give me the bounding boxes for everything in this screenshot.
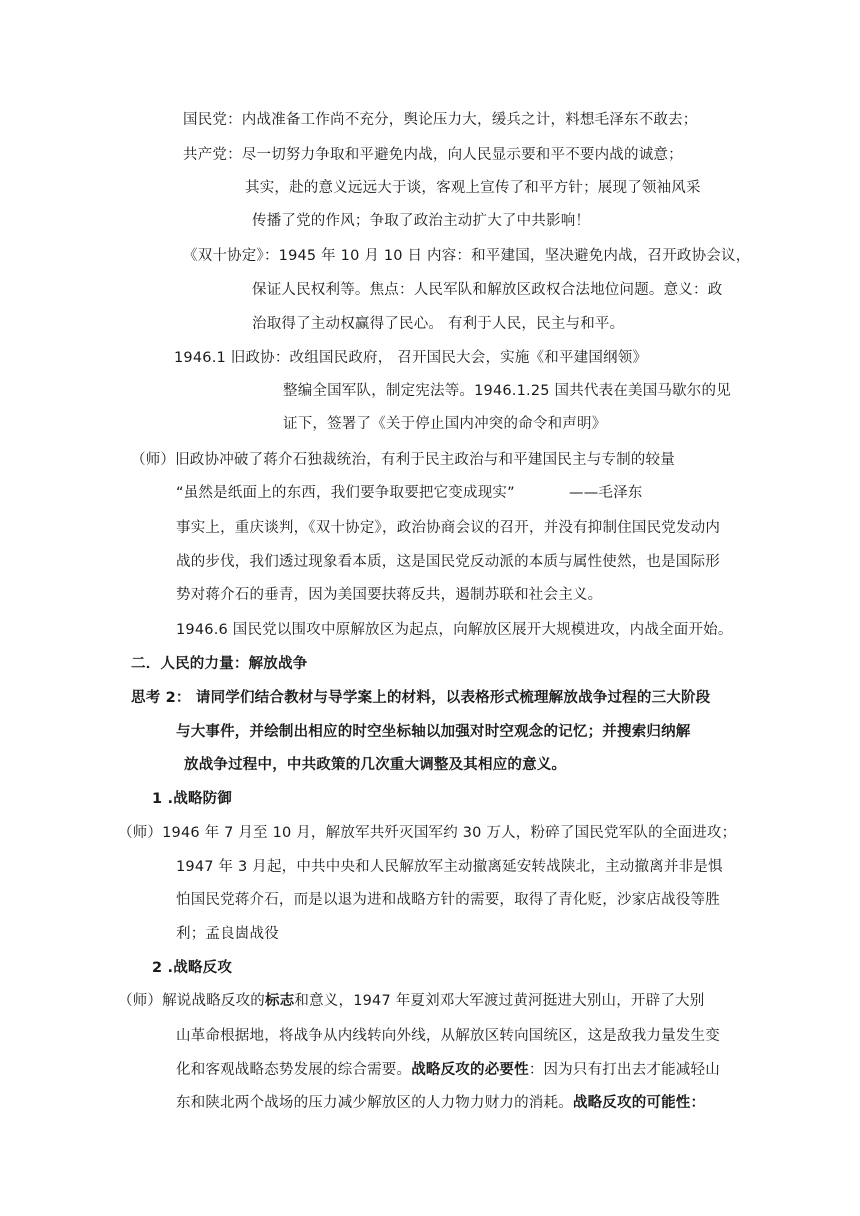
paragraph-civil-war-start: 1946.6 国民党以围攻中原解放区为起点，向解放区展开大规模进攻，内战全面开始。 [176,622,733,638]
paragraph-fact-1: 事实上，重庆谈判，《双十协定》，政治协商会议的召开，并没有抑制住国民党发动内 [176,520,721,536]
paragraph-cpc-motive: 共产党：尽一切努力争取和平避免内战，向人民显示要和平不要内战的诚意； [183,147,683,163]
paragraph-counter-4 [176,1093,705,1113]
paragraph-counter-1 [118,991,704,1011]
paragraph-fact-2: 战的步伐，我们透过现象看本质，这是国民党反动派的本质与属性使然，也是国际形 [176,554,720,570]
text-run: ：因为只有打出去才能减轻山 [528,1062,720,1078]
paragraph-old-pcc-2: 整编全国军队，制定宪法等。1946.1.25 国共代表在美国马歇尔的见 [283,383,731,399]
subheading-strategic-defense: 1 .战略防御 [152,791,233,807]
paragraph-old-pcc-1: 1946.1 旧政协：改组国民政府， 召开国民大会，实施《和平建国纲领》 [174,350,648,366]
paragraph-defense-2: 1947 年 3 月起，中共中央和人民解放军主动撤离延安转战陕北，主动撤离并非是惧 [176,859,723,875]
paragraph-defense-4: 利；孟良崮战役 [176,926,279,942]
paragraph-old-pcc-3: 证下，签署了《关于停止国内冲突的命令和声明》 [283,416,607,432]
paragraph-defense-1: （师）1946 年 7 月至 10 月，解放军共歼灭国军约 30 万人，粉碎了国民党军队的全面进攻； [118,825,737,841]
subheading-strategic-counteroffensive: 2 .战略反攻 [152,960,233,976]
section-heading-liberation-war: 二．人民的力量：解放战争 [131,656,308,672]
paragraph-kmt-motive: 国民党：内战准备工作尚不充分，舆论压力大，缓兵之计，料想毛泽东不敢去； [183,112,698,128]
text-run: 东和陕北两个战场的压力减少解放区的人力物力财力的消耗。 [176,1095,573,1111]
paragraph-counter-3 [176,1060,720,1080]
bold-run-sign: 标志 [265,993,295,1009]
paragraph-double-ten-2: 保证人民权利等。焦点：人民军队和解放区政权合法地位问题。意义：政 [252,282,723,298]
text-run: ： [690,1095,706,1111]
question-2-line-3: 放战争过程中，中共政策的几次重大调整及其相应的意义。 [184,757,567,773]
paragraph-significance-1: 其实，赴的意义远远大于谈，客观上宣传了和平方针；展现了领袖风采 [245,180,701,196]
bold-run-necessity: 战略反攻的必要性 [411,1062,529,1078]
paragraph-counter-2: 山革命根据地，将战争从内线转向外线，从解放区转向国统区，这是敌我力量发生变 [176,1028,720,1044]
text-run: 化和客观战略态势发展的综合需要。 [176,1062,412,1078]
paragraph-teacher-note-1: （师）旧政协冲破了蒋介石独裁统治，有利于民主政治与和平建国民主与专制的较量 [131,452,675,468]
quote-attribution: ——毛泽东 [569,485,643,501]
text-run: 和意义，1947 年夏刘邓大军渡过黄河挺进大别山，开辟了大别 [294,993,705,1009]
text-run: （师）解说战略反攻的 [118,993,265,1009]
paragraph-defense-3: 怕国民党蒋介石，而是以退为进和战略方针的需要，取得了青化贬，沙家店战役等胜 [176,892,720,908]
paragraph-double-ten-1: 《双十协定》：1945 年 10 月 10 日 内容：和平建国，坚决避免内战，召开政协会议， [183,248,751,264]
question-2-line-2: 与大事件，并绘制出相应的时空坐标轴以加强对时空观念的记忆；并搜索归纳解 [176,724,691,740]
bold-run-possibility: 战略反攻的可能性 [572,1095,691,1111]
paragraph-significance-2: 传播了党的作风；争取了政治主动扩大了中共影响！ [252,213,591,229]
question-2-line-1: 思考 2： 请同学们结合教材与导学案上的材料，以表格形式梳理解放战争过程的三大阶段 [131,690,711,706]
paragraph-double-ten-3: 治取得了主动权赢得了民心。 有利于人民，民主与和平。 [252,316,625,332]
quote-mao: “虽然是纸面上的东西，我们要争取要把它变成现实” [176,485,515,501]
paragraph-fact-3: 势对蒋介石的垂青，因为美国要扶蒋反共，遏制苏联和社会主义。 [176,587,603,603]
